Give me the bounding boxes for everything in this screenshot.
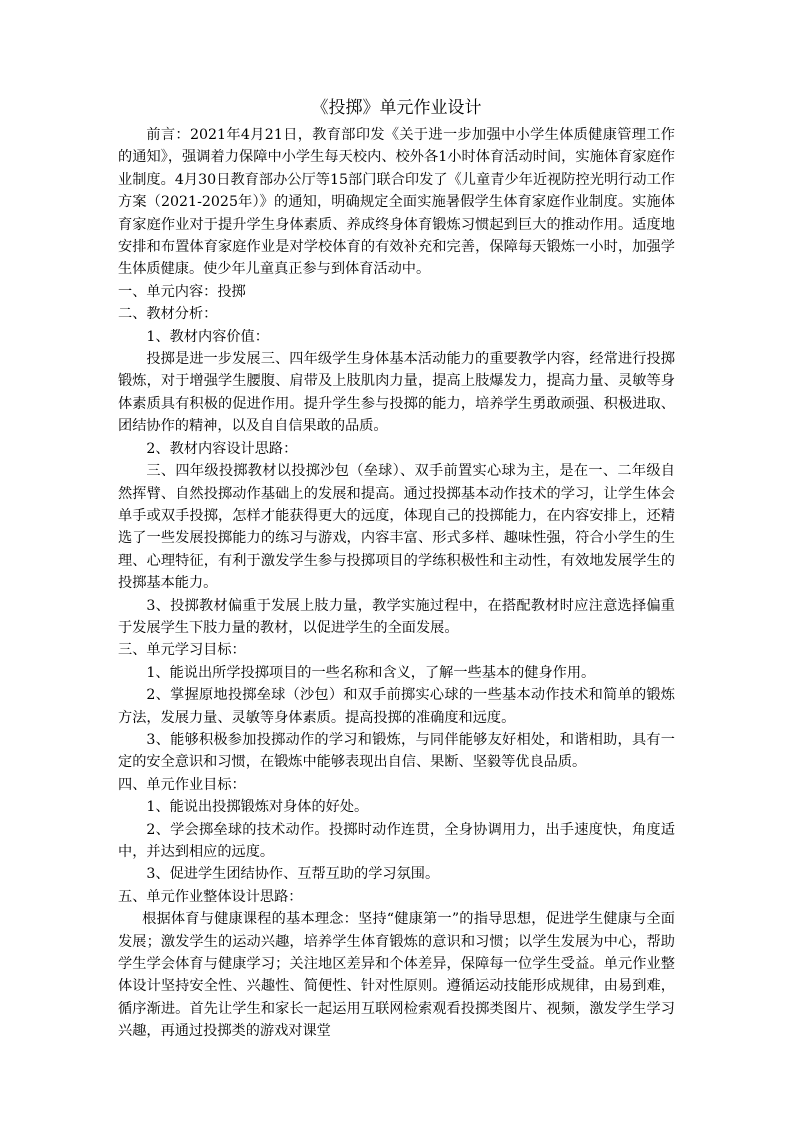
- section-heading-homework-goals: 四、单元作业目标：: [118, 776, 246, 793]
- subheading-content-value: 1、教材内容价值：: [146, 328, 269, 345]
- content-value-paragraph: 投掷是进一步发展三、四年级学生身体基本活动能力的重要教学内容，经常进行投掷锻炼，对于增强学生腰腹、肩带及上肢肌肉力量，提高上肢爆发力，提高力量、灵敏等身体素质具有积极的促进作用。提升学生参与投掷的能力，培养学生勇敢顽强、积极进取、团结协作的精神，以及自自信果敢的品质。: [118, 351, 675, 435]
- learning-goal-3: 3、能够积极参加投掷动作的学习和锻炼，与同伴能够友好相处，和谐相助，具有一定的安全意识和习惯，在锻炼中能够表现出自信、果断、坚毅等优良品质。: [118, 731, 675, 771]
- homework-goal-2: 2、学会掷垒球的技术动作。投掷时动作连贯，全身协调用力，出手速度快，角度适中，并达到相应的远度。: [118, 821, 675, 860]
- material-note-paragraph: 3、投掷教材偏重于发展上肢力量，教学实施过程中，在搭配教材时应注意选择偏重于发展学生下肢力量的教材，以促进学生的全面发展。: [118, 597, 675, 636]
- preface-paragraph: 前言：2021年4月21日，教育部印发《关于进一步加强中小学生体质健康管理工作的通知》，强调着力保障中小学生每天校内、校外各1小时体育活动时间，实施体育家庭作业制度。4月30日教育部办公厅等15部门联合印发了《儿童青少年近视防控光明行动工作方案（2021-2025年）》的通知，明确规定全面实施暑假学生体育家庭作业制度。实施体育家庭作业对于提升学生身体素质、养成终身体育锻炼习惯起到巨大的推动作用。适度地安排和布置体育家庭作业是对学校体育的有效补充和完善，保障每天锻炼一小时，加强学生体质健康。使少年儿童真正参与到体育活动中。: [118, 127, 675, 278]
- document-title: 《投掷》单元作业设计: [311, 98, 482, 118]
- subheading-design-approach: 2、教材内容设计思路：: [146, 440, 298, 457]
- section-heading-overall-design: 五、单元作业整体设计思路：: [118, 888, 303, 905]
- document-page: [118, 96, 675, 1043]
- learning-goal-2: 2、掌握原地投掷垒球（沙包）和双手前掷实心球的一些基本动作技术和简单的锻炼方法，发展力量、灵敏等身体素质。提高投掷的准确度和远度。: [118, 687, 675, 726]
- learning-goal-1: 1、能说出所学投掷项目的一些名称和含义，了解一些基本的健身作用。: [146, 664, 596, 681]
- homework-goal-3: 3、促进学生团结协作、互帮互助的学习氛围。: [146, 866, 440, 883]
- homework-goal-1: 1、能说出投掷锻炼对身体的好处。: [146, 799, 369, 816]
- section-heading-learning-goals: 三、单元学习目标：: [118, 642, 246, 659]
- section-heading-material-analysis: 二、教材分析：: [118, 306, 218, 323]
- section-heading-unit-content: 一、单元内容：投掷: [118, 283, 246, 300]
- overall-design-paragraph: 根据体育与健康课程的基本理念：坚持“健康第一”的指导思想，促进学生健康与全面发展；激发学生的运动兴趣，培养学生体育锻炼的意识和习惯；以学生发展为中心，帮助学生学会体育与健康学习；关注地区差异和个体差异，保障每一位学生受益。单元作业整体设计坚持安全性、兴趣性、简便性、针对性原则。遵循运动技能形成规律，由易到难，循序渐进。首先让学生和家长一起运用互联网检索观看投掷类图片、视频，激发学生学习兴趣，再通过投掷类的游戏对课堂: [118, 911, 675, 1040]
- design-approach-paragraph: 三、四年级投掷教材以投掷沙包（垒球）、双手前置实心球为主，是在一、二年级自然挥臂、自然投掷动作基础上的发展和提高。通过投掷基本动作技术的学习，让学生体会单手或双手投掷，怎样才能获得更大的远度，体现自己的投掷能力，在内容安排上，还精选了一些发展投掷能力的练习与游戏，内容丰富、形式多样、趣味性强，符合小学生的生理、心理特征，有利于激发学生参与投掷项目的学练积极性和主动性，有效地发展学生的投掷基本能力。: [118, 463, 675, 592]
